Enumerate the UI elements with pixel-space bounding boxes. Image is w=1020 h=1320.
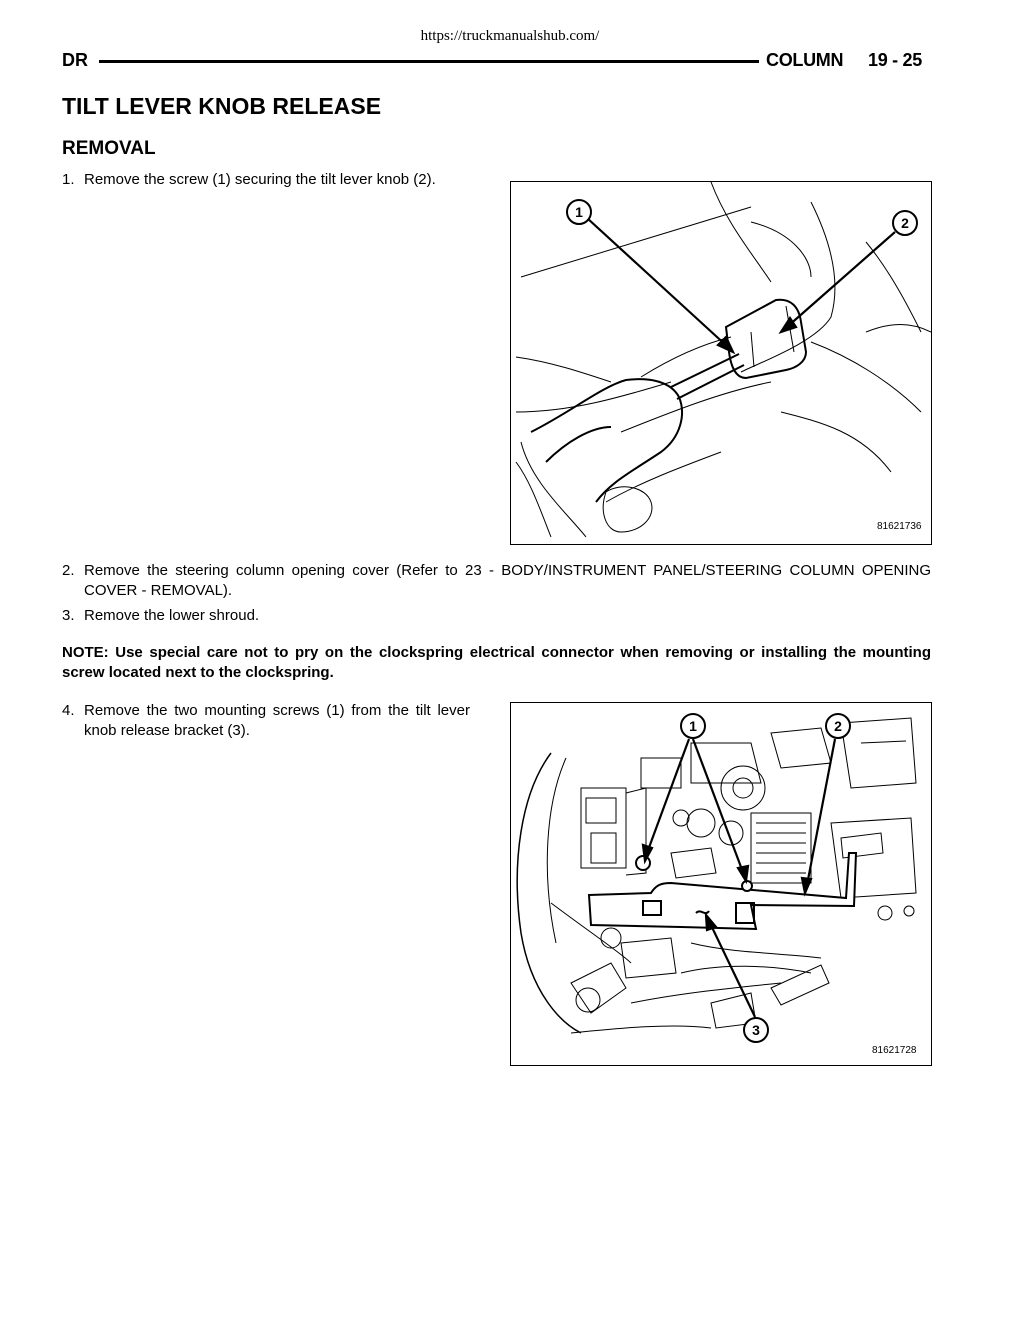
source-url: https://truckmanualshub.com/ (420, 28, 600, 44)
step-text: Remove the screw (1) securing the tilt lever knob (2). (84, 171, 436, 188)
callout-2: 2 (892, 210, 918, 236)
callout-2: 2 (825, 713, 851, 739)
figure-id: 81621728 (872, 1045, 917, 1056)
step-text: Remove the steering column opening cover (Refer to 23 - BODY/INSTRUMENT PANEL/STEERING COLUMN OPENING COVER - REMOVAL). (84, 562, 931, 599)
step-1 (62, 170, 470, 190)
step-number: 4. (62, 702, 75, 719)
bracket-illustration (511, 703, 931, 1065)
step-3 (62, 606, 931, 626)
header-model-code: DR (62, 50, 88, 70)
step-number: 1. (62, 171, 75, 188)
callout-1: 1 (566, 199, 592, 225)
figure-bracket-removal (510, 702, 932, 1066)
callout-3: 3 (743, 1017, 769, 1043)
step-text: Remove the lower shroud. (84, 607, 260, 624)
page-title: TILT LEVER KNOB RELEASE (62, 93, 382, 119)
caution-note: NOTE: Use special care not to pry on the clockspring electrical connector when removing or installing the mounting screw located next to the clockspring. (62, 644, 931, 681)
step-number: 2. (62, 562, 75, 579)
header-section: COLUMN (766, 50, 844, 70)
header-rule (99, 60, 759, 63)
step-text: Remove the two mounting screws (1) from the tilt lever knob release bracket (3). (84, 702, 470, 739)
step-4 (62, 701, 470, 741)
figure-id: 81621736 (877, 521, 922, 532)
step-number: 3. (62, 607, 75, 624)
section-subtitle: REMOVAL (62, 138, 156, 159)
knob-illustration (511, 182, 931, 544)
step-2 (62, 561, 931, 601)
figure-knob-removal (510, 181, 932, 545)
header-page-number: 19 - 25 (868, 50, 922, 70)
callout-1: 1 (680, 713, 706, 739)
